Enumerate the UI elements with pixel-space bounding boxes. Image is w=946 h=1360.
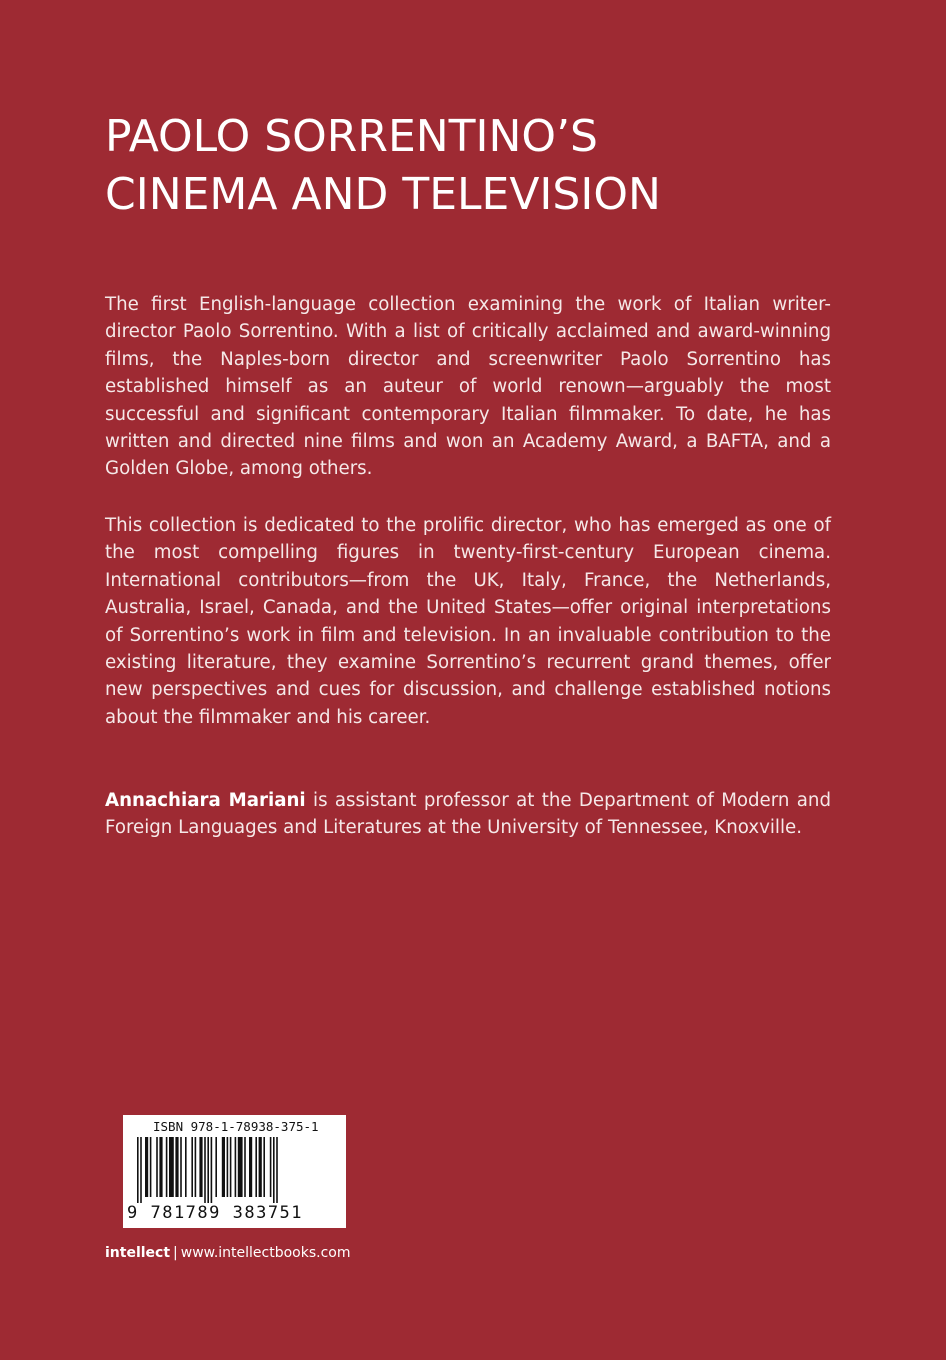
barcode-bars xyxy=(137,1137,333,1203)
barcode-bar xyxy=(211,1137,213,1203)
barcode-bar xyxy=(276,1137,278,1203)
barcode-bar xyxy=(159,1137,162,1197)
barcode-bar xyxy=(230,1137,232,1197)
book-title-line-2: CINEMA AND TELEVISION xyxy=(105,169,661,220)
description-paragraph-1: The first English-language collection examining the work of Italian writer-director Paolo Sorrentino. With a list of critically acclaimed and award-winning films, the Naples-born director and screenwriter Paolo Sorrentino has established himself as an auteur of world renown—arguably the most successful and significant contemporary Italian filmmaker. To date, he has written and directed nine films and won an Academy Award, a BAFTA, and a Golden Globe, among others. xyxy=(105,294,831,480)
isbn-label: ISBN 978-1-78938-375-1 xyxy=(153,1119,319,1134)
barcode-bar xyxy=(270,1137,272,1197)
publisher-website: www.intellectbooks.com xyxy=(180,1245,351,1261)
barcode-bar xyxy=(145,1137,148,1197)
barcode-bar xyxy=(249,1137,252,1197)
barcode-bar xyxy=(222,1137,225,1197)
barcode-bar xyxy=(175,1137,178,1197)
barcode-bar xyxy=(235,1137,237,1197)
barcode-bar xyxy=(215,1137,217,1197)
isbn-barcode xyxy=(123,1115,346,1228)
barcode-bar xyxy=(199,1137,202,1197)
barcode-bar xyxy=(150,1137,152,1197)
author-bio xyxy=(105,787,831,842)
barcode-bar xyxy=(185,1137,187,1197)
publisher-line xyxy=(105,1245,351,1261)
barcode-bar xyxy=(169,1137,174,1197)
barcode-bar xyxy=(227,1137,229,1197)
book-title-line-1: PAOLO SORRENTINO’S xyxy=(105,111,598,162)
barcode-bar xyxy=(191,1137,193,1197)
barcode-bar xyxy=(259,1137,262,1197)
author-name: Annachiara Mariani xyxy=(105,790,306,811)
barcode-bar xyxy=(204,1137,206,1203)
publisher-separator: | xyxy=(173,1245,178,1261)
barcode-bar xyxy=(273,1137,275,1203)
description-paragraph-2: This collection is dedicated to the prolific director, who has emerged as one of the most compelling figures in twenty-first-century European cinema. International contributors—from the UK, Italy, France, the Netherlands, Australia, Israel, Canada, and the United States—offer original interpretations of Sorrentino’s work in film and television. In an invaluable contribution to the existing literature, they examine Sorrentino’s recurrent grand themes, offer new perspectives and cues for discussion, and challenge established notions about the filmmaker and his career. xyxy=(105,515,831,728)
barcode-bar xyxy=(166,1137,168,1197)
book-title xyxy=(105,108,845,224)
barcode-digits: 9 781789 383751 xyxy=(127,1203,304,1223)
barcode-bar xyxy=(180,1137,182,1197)
barcode-bar xyxy=(137,1137,139,1203)
author-bio-text: is assistant professor at the Department of Modern and Foreign Languages and Literatures at the University of Tennessee, Knoxville. xyxy=(105,790,832,839)
barcode-bar xyxy=(156,1137,158,1197)
publisher-name: intellect xyxy=(105,1245,171,1261)
barcode-bar xyxy=(195,1137,197,1197)
barcode-bar xyxy=(140,1137,142,1203)
barcode-bar xyxy=(244,1137,246,1197)
barcode-bar xyxy=(263,1137,265,1197)
barcode-bar xyxy=(238,1137,243,1197)
barcode-bar xyxy=(207,1137,209,1203)
barcode-bar xyxy=(255,1137,257,1197)
